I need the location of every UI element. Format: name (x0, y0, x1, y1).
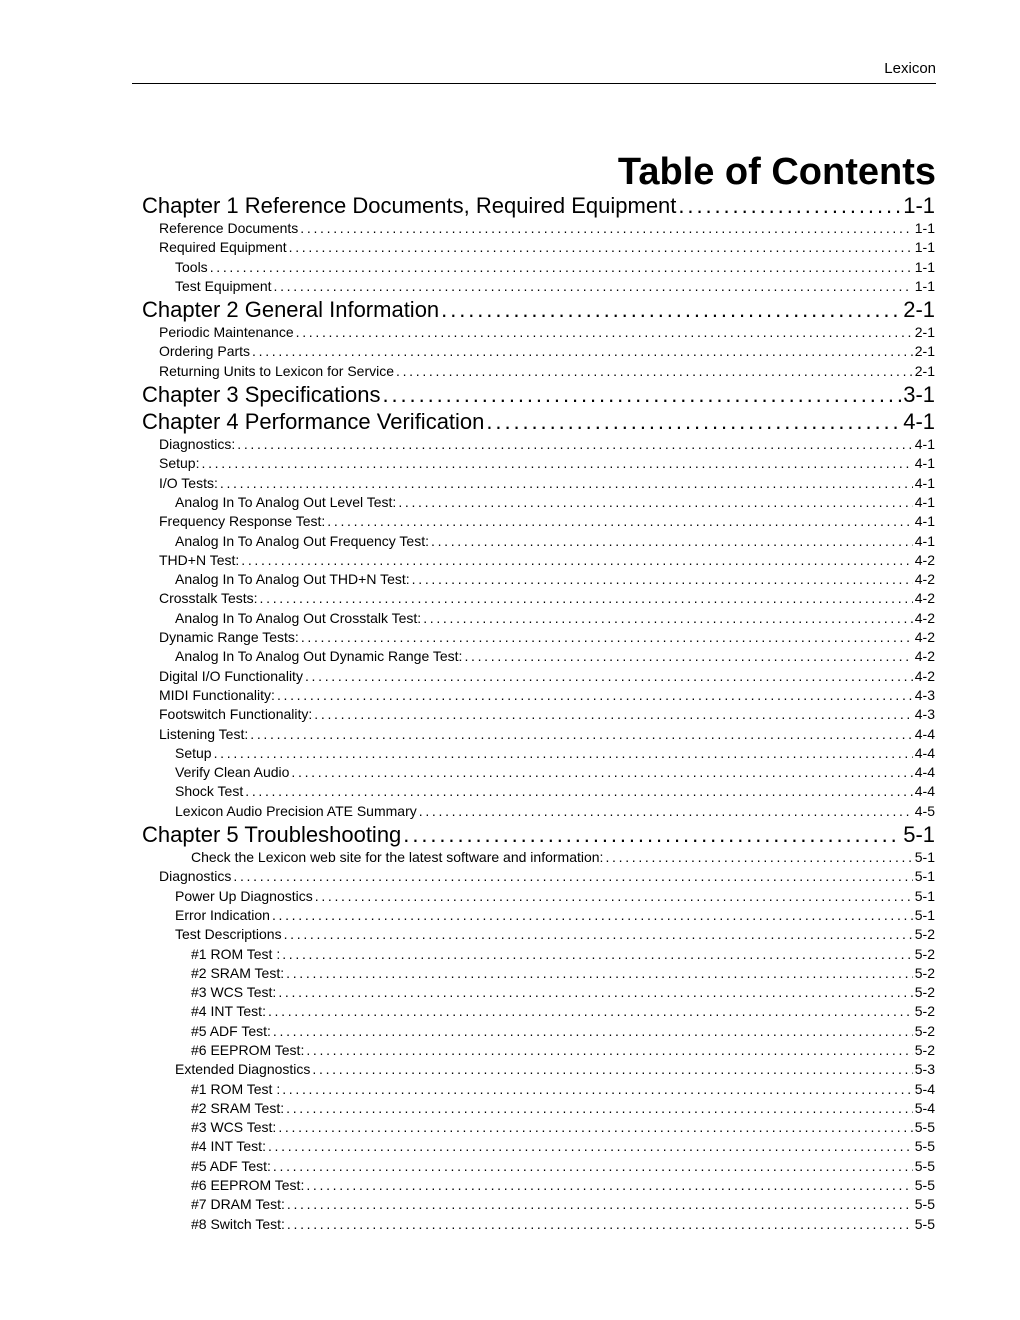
dot-leader (268, 1137, 913, 1156)
toc-entry-page: 4-1 (914, 513, 935, 530)
toc-entry[interactable] (142, 219, 935, 238)
toc-entry-page: 4-4 (914, 783, 935, 800)
toc-entry[interactable] (142, 763, 935, 782)
toc-entry-title: Reference Documents (159, 220, 299, 236)
toc-chapter-entry[interactable] (142, 381, 935, 408)
toc-entry[interactable] (142, 435, 935, 454)
toc-entry-page: 4-2 (914, 629, 935, 646)
toc-entry-page: 1-1 (903, 193, 935, 218)
toc-entry-page: 5-1 (914, 906, 935, 923)
toc-entry-page: 4-4 (914, 744, 935, 761)
toc-entry-page: 5-4 (914, 1080, 935, 1097)
toc-entry-title: #5 ADF Test: (191, 1022, 271, 1039)
toc-entry[interactable] (142, 570, 935, 589)
toc-entry-title: Required Equipment (159, 239, 287, 256)
toc-entry-title: Frequency Response Test: (159, 513, 326, 530)
toc-entry-page: 5-2 (914, 1041, 935, 1058)
toc-entry-page: 5-5 (914, 1215, 935, 1232)
toc-entry-title: Dynamic Range Tests: (159, 629, 299, 646)
dot-leader (260, 589, 913, 608)
toc-entry-page: 4-2 (914, 609, 935, 626)
dot-leader (398, 493, 912, 512)
dot-leader (286, 1099, 913, 1118)
toc-entry-page: 4-5 (914, 802, 935, 819)
dot-leader (274, 277, 913, 296)
toc-entry-page: 2-1 (903, 297, 935, 323)
page-title: Table of Contents (617, 151, 936, 193)
toc-entry-page: 4-2 (914, 571, 935, 588)
toc-entry-title: Power Up Diagnostics (175, 887, 313, 904)
toc-entry[interactable] (142, 474, 935, 493)
toc-entry[interactable] (142, 277, 935, 296)
toc-entry-title: #4 INT Test: (191, 1138, 266, 1155)
toc-entry[interactable] (142, 1195, 935, 1214)
toc-entry[interactable] (142, 782, 935, 801)
dot-leader (284, 925, 913, 944)
toc-entry[interactable] (142, 512, 935, 531)
toc-entry[interactable] (142, 725, 935, 744)
toc-entry-page: 1-1 (914, 239, 935, 256)
dot-leader (419, 802, 913, 821)
toc-entry[interactable] (142, 1215, 935, 1234)
toc-entry-page: 5-1 (903, 822, 935, 848)
toc-chapter-entry[interactable] (142, 192, 935, 219)
toc-entry[interactable] (142, 983, 935, 1002)
dot-leader (396, 362, 913, 381)
dot-leader (312, 1060, 912, 1079)
toc-list (142, 192, 935, 1234)
toc-entry[interactable] (142, 342, 935, 361)
dot-leader (282, 1080, 913, 1099)
toc-entry[interactable] (142, 1060, 935, 1079)
toc-entry-title: #1 ROM Test : (191, 945, 281, 962)
dot-leader (241, 551, 913, 570)
toc-entry-title: #4 INT Test: (191, 1003, 266, 1020)
toc-entry-page: 2-1 (914, 343, 935, 360)
toc-entry-title: THD+N Test: (159, 551, 240, 568)
toc-entry-title: #3 WCS Test: (191, 1119, 277, 1136)
dot-leader (210, 258, 913, 277)
toc-chapter-entry[interactable] (142, 821, 935, 848)
dot-leader (315, 887, 913, 906)
dot-leader (289, 238, 913, 257)
dot-leader (301, 628, 913, 647)
dot-leader (314, 705, 912, 724)
running-header: Lexicon (884, 60, 936, 77)
toc-entry[interactable] (142, 362, 935, 381)
toc-entry-page: 4-1 (914, 493, 935, 510)
dot-leader (678, 192, 901, 219)
toc-entry-page: 1-1 (914, 258, 935, 275)
toc-entry[interactable] (142, 323, 935, 342)
toc-entry-page: 1-1 (914, 220, 935, 236)
dot-leader (277, 686, 913, 705)
toc-entry-title: Chapter 5 Troubleshooting (142, 822, 402, 848)
dot-leader (423, 609, 913, 628)
toc-entry-page: 5-5 (914, 1196, 935, 1213)
dot-leader (287, 1195, 913, 1214)
toc-entry-title: #8 Switch Test: (191, 1215, 285, 1232)
dot-leader (291, 763, 912, 782)
toc-entry[interactable] (142, 628, 935, 647)
toc-entry-title: Shock Test (175, 783, 244, 800)
toc-entry-page: 5-1 (914, 868, 935, 885)
toc-entry[interactable] (142, 1099, 935, 1118)
dot-leader (273, 1022, 913, 1041)
toc-entry-title: Tools (175, 258, 208, 275)
toc-entry-title: #6 EEPROM Test: (191, 1041, 305, 1058)
toc-entry-title: Analog In To Analog Out Level Test: (175, 493, 397, 510)
toc-entry[interactable] (142, 964, 935, 983)
toc-entry-page: 5-2 (914, 984, 935, 1001)
dot-leader (605, 848, 912, 867)
header-rule (132, 83, 936, 84)
toc-entry-title: Test Equipment (175, 277, 272, 294)
toc-entry-page: 2-1 (914, 362, 935, 379)
dot-leader (278, 983, 912, 1002)
toc-entry-page: 5-5 (914, 1119, 935, 1136)
dot-leader (237, 435, 913, 454)
dot-leader (327, 512, 912, 531)
toc-entry-title: Periodic Maintenance (159, 324, 294, 341)
toc-entry-title: Digital I/O Functionality (159, 667, 303, 684)
dot-leader (486, 408, 901, 435)
toc-entry-page: 4-1 (903, 409, 935, 435)
toc-entry-title: Analog In To Analog Out THD+N Test: (175, 571, 410, 588)
toc-entry[interactable] (142, 1137, 935, 1156)
toc-entry[interactable] (142, 1080, 935, 1099)
toc-entry-page: 5-1 (914, 849, 935, 866)
toc-entry[interactable] (142, 647, 935, 666)
toc-entry[interactable] (142, 493, 935, 512)
toc-entry-page: 4-1 (914, 474, 935, 491)
dot-leader (286, 964, 913, 983)
toc-entry-page: 5-2 (914, 945, 935, 962)
toc-chapter-entry[interactable] (142, 296, 935, 323)
toc-entry-title: Test Descriptions (175, 926, 282, 943)
toc-entry-title: #6 EEPROM Test: (191, 1177, 305, 1194)
dot-leader (220, 474, 913, 493)
dot-leader (305, 667, 913, 686)
toc-entry[interactable] (142, 945, 935, 964)
toc-entry-title: Verify Clean Audio (175, 764, 290, 781)
toc-entry-title: Setup (175, 744, 212, 761)
toc-entry-title: Footswitch Functionality: (159, 706, 313, 723)
toc-entry-page: 5-2 (914, 964, 935, 981)
toc-entry[interactable] (142, 1002, 935, 1021)
toc-entry[interactable] (142, 887, 935, 906)
toc-entry-title: #2 SRAM Test: (191, 1099, 285, 1116)
toc-entry-page: 4-4 (914, 725, 935, 742)
toc-entry-title: #5 ADF Test: (191, 1157, 271, 1174)
toc-entry-title: Chapter 2 General Information (142, 297, 440, 323)
toc-entry-title: Analog In To Analog Out Crosstalk Test: (175, 609, 422, 626)
toc-entry-page: 5-2 (914, 926, 935, 943)
toc-entry-title: Analog In To Analog Out Dynamic Range Test: (175, 648, 463, 665)
dot-leader (306, 1041, 912, 1060)
toc-entry-title: I/O Tests: (159, 474, 218, 491)
toc-entry[interactable] (142, 258, 935, 277)
toc-entry[interactable] (142, 609, 935, 628)
dot-leader (296, 323, 913, 342)
toc-entry-page: 5-5 (914, 1138, 935, 1155)
toc-entry[interactable] (142, 802, 935, 821)
dot-leader (464, 647, 912, 666)
toc-entry-page: 5-3 (914, 1061, 935, 1078)
toc-entry-page: 4-2 (914, 590, 935, 607)
toc-entry-title: Setup: (159, 455, 200, 472)
dot-leader (282, 945, 913, 964)
dot-leader (252, 342, 913, 361)
dot-leader (268, 1002, 913, 1021)
toc-entry-page: 5-1 (914, 887, 935, 904)
toc-entry[interactable] (142, 867, 935, 886)
toc-entry-title: Check the Lexicon web site for the latest software and information: (191, 849, 604, 866)
toc-entry-page: 4-2 (914, 551, 935, 568)
dot-leader (272, 906, 913, 925)
dot-leader (403, 821, 901, 848)
dot-leader (273, 1157, 913, 1176)
toc-entry-page: 4-1 (914, 455, 935, 472)
toc-entry-page: 4-1 (914, 532, 935, 549)
dot-leader (245, 782, 913, 801)
toc-entry[interactable] (142, 925, 935, 944)
toc-entry[interactable] (142, 906, 935, 925)
toc-entry[interactable] (142, 1176, 935, 1195)
dot-leader (431, 532, 913, 551)
toc-entry-page: 2-1 (914, 324, 935, 341)
toc-entry[interactable] (142, 686, 935, 705)
toc-entry[interactable] (142, 1118, 935, 1137)
toc-entry[interactable] (142, 705, 935, 724)
toc-entry[interactable] (142, 589, 935, 608)
toc-entry[interactable] (142, 1022, 935, 1041)
dot-leader (441, 296, 901, 323)
dot-leader (287, 1215, 913, 1234)
toc-entry-title: Crosstalk Tests: (159, 590, 258, 607)
toc-entry-title: Chapter 4 Performance Verification (142, 409, 485, 435)
toc-entry-title: #7 DRAM Test: (191, 1196, 285, 1213)
toc-chapter-entry[interactable] (142, 408, 935, 435)
toc-entry-page: 5-2 (914, 1003, 935, 1020)
toc-entry-page: 4-3 (914, 706, 935, 723)
dot-leader (412, 570, 913, 589)
toc-entry-title: Analog In To Analog Out Frequency Test: (175, 532, 429, 549)
toc-entry-page: 4-4 (914, 764, 935, 781)
toc-entry[interactable] (142, 667, 935, 686)
toc-entry-page: 3-1 (903, 382, 935, 408)
toc-entry[interactable] (142, 551, 935, 570)
toc-entry[interactable] (142, 532, 935, 551)
dot-leader (306, 1176, 912, 1195)
toc-entry-title: Lexicon Audio Precision ATE Summary (175, 802, 417, 819)
toc-entry[interactable] (142, 848, 935, 867)
dot-leader (278, 1118, 912, 1137)
toc-entry-title: Returning Units to Lexicon for Service (159, 362, 394, 379)
toc-entry-title: Chapter 3 Specifications (142, 382, 381, 408)
toc-entry-title: Diagnostics: (159, 436, 236, 453)
toc-entry[interactable] (142, 238, 935, 257)
toc-entry-page: 4-2 (914, 648, 935, 665)
toc-entry-title: Extended Diagnostics (175, 1061, 311, 1078)
toc-entry[interactable] (142, 1041, 935, 1060)
toc-entry-page: 5-5 (914, 1177, 935, 1194)
toc-entry-title: #2 SRAM Test: (191, 964, 285, 981)
toc-entry-title: Listening Test: (159, 725, 249, 742)
toc-entry-title: Ordering Parts (159, 343, 251, 360)
toc-entry-page: 4-1 (914, 436, 935, 453)
dot-leader (233, 867, 912, 886)
toc-entry-page: 4-2 (914, 667, 935, 684)
toc-entry[interactable] (142, 1157, 935, 1176)
toc-entry[interactable] (142, 744, 935, 763)
toc-entry-page: 4-3 (914, 686, 935, 703)
toc-entry-page: 5-2 (914, 1022, 935, 1039)
dot-leader (214, 744, 913, 763)
dot-leader (300, 219, 912, 238)
toc-entry-page: 1-1 (914, 277, 935, 294)
toc-entry-title: #3 WCS Test: (191, 984, 277, 1001)
toc-entry-title: Diagnostics (159, 868, 232, 885)
dot-leader (382, 381, 901, 408)
dot-leader (250, 725, 913, 744)
toc-entry-page: 5-4 (914, 1099, 935, 1116)
toc-entry-page: 5-5 (914, 1157, 935, 1174)
toc-entry-title: Error Indication (175, 906, 270, 923)
toc-entry-title: #1 ROM Test : (191, 1080, 281, 1097)
toc-entry-title: MIDI Functionality: (159, 686, 275, 703)
toc-entry[interactable] (142, 454, 935, 473)
toc-entry-title: Chapter 1 Reference Documents, Required Equipment (142, 193, 677, 218)
dot-leader (201, 454, 912, 473)
